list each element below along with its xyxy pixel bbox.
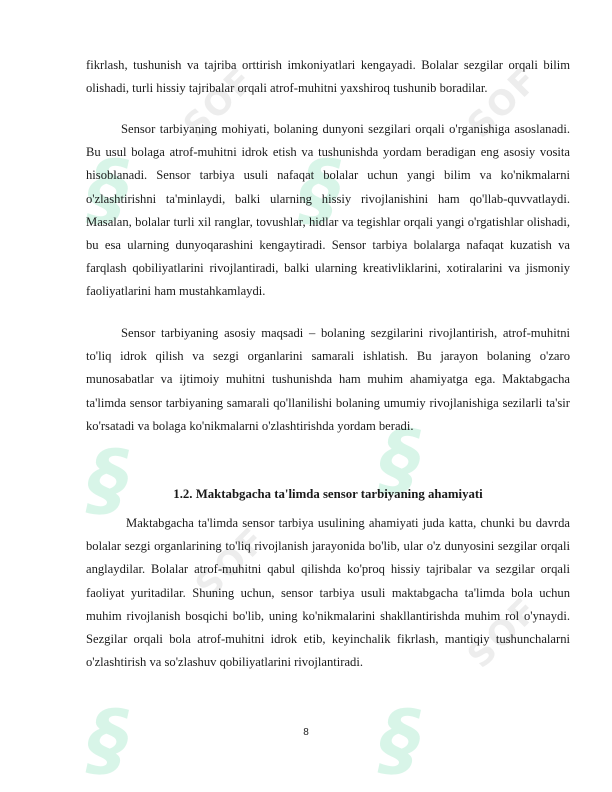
- paragraph-section-importance: Maktabgacha ta'limda sensor tarbiya usulining ahamiyati juda katta, chunki bu davrda bolalar sezgi organlarining to'liq rivojlanish jarayonida bo'lib, ular o'z dunyosini sezgilar orqali anglaydilar. Bolalar atrof-muhitni qabul qilishda ko'proq hissiy tajribalar va sezgilar orqali faoliyat yuritadilar. Shuning uchun, sensor tarbiya usuli maktabgacha ta'limda bola uchun muhim rivojlanish bosqichi bo'lib, uning ko'nikmalarini shakllantirishda muhim rol o'ynaydi. Sezgilar orqali bola atrof-muhitni idrok etib, keyinchalik fikrlash, mantiqiy tushunchalarni o'zlashtirish va so'zlashuv qobiliyatlarini rivojlantiradi.: [86, 516, 570, 670]
- watermark: [78, 693, 138, 786]
- watermark-word: SOF: [459, 589, 547, 677]
- section-heading: 1.2. Maktabgacha ta'limda sensor tarbiyaning ahamiyati: [173, 487, 483, 501]
- paragraph-continuation: fikrlash, tushunish va tajriba orttirish imkoniyatlari kengayadi. Bolalar sezgilar orqali bilim olishadi, turli hissiy tajribalar orqali atrof-muhitni yaxshiroq tushunib boradilar.: [86, 58, 570, 96]
- watermark-glyph: §: [78, 693, 138, 786]
- watermark: [78, 433, 138, 526]
- body-text-block: [86, 322, 570, 438]
- paragraph-sensor-essence: Sensor tarbiyaning mohiyati, bolaning dunyoni sezgilari orqali o'rganishiga asoslanadi. Bu usul bolaga atrof-muhitni idrok etish va tushunishda yordam beradigan eng asosiy vosita hisoblanadi. Sensor tarbiya usuli nafaqat bolalar uchun yangi bilim va ko'nikmalarni o'zlashtirishni ta'minlaydi, balki ularning hissiy rivojlanishini ham qo'llab-quvvatlaydi. Masalan, bolalar turli xil ranglar, tovushlar, hidlar va tegishlar orqali yangi o'rgatishlar olishadi, bu esa ularning dunyoqarashini kengaytiradi. Sensor tarbiya bolalarga nafaqat kuzatish va farqlash qobiliyatlarini rivojlantiradi, balki ularning kreativliklarini, xotiralarini va jismoniy faoliyatlarini ham mustahkamlaydi.: [86, 122, 570, 299]
- paragraph-sensor-goal: Sensor tarbiyaning asosiy maqsadi – bolaning sezgilarini rivojlantirish, atrof-muhitni to'liq idrok qilish va sezgi organlarini samarali ishlatish. Bu jarayon bolaning o'zaro munosabatlar va ijtimoiy muhitni tushunishda ham muhim ahamiyatga ega. Maktabgacha ta'limda sensor tarbiyaning samarali qo'llanilishi bolaning umumiy rivojlanishiga sezilarli ta'sir ko'rsatadi va bolaga ko'nikmalarni o'zlashtirishda yordam beradi.: [86, 326, 570, 433]
- body-text-block: [86, 512, 570, 677]
- watermark-word: SOF: [187, 519, 275, 607]
- watermark-word: SOF: [175, 59, 263, 147]
- watermark-glyph: §: [290, 143, 350, 236]
- watermark-glyph: §: [370, 693, 430, 786]
- watermark-glyph: §: [78, 433, 138, 526]
- page-number: 8: [303, 727, 309, 738]
- body-text-block: [86, 118, 570, 304]
- watermark-word: SOF: [459, 59, 547, 147]
- watermark-glyph: §: [78, 143, 138, 236]
- body-text-block: [86, 54, 570, 100]
- watermark-glyph: §: [370, 413, 430, 506]
- watermark: [370, 693, 430, 786]
